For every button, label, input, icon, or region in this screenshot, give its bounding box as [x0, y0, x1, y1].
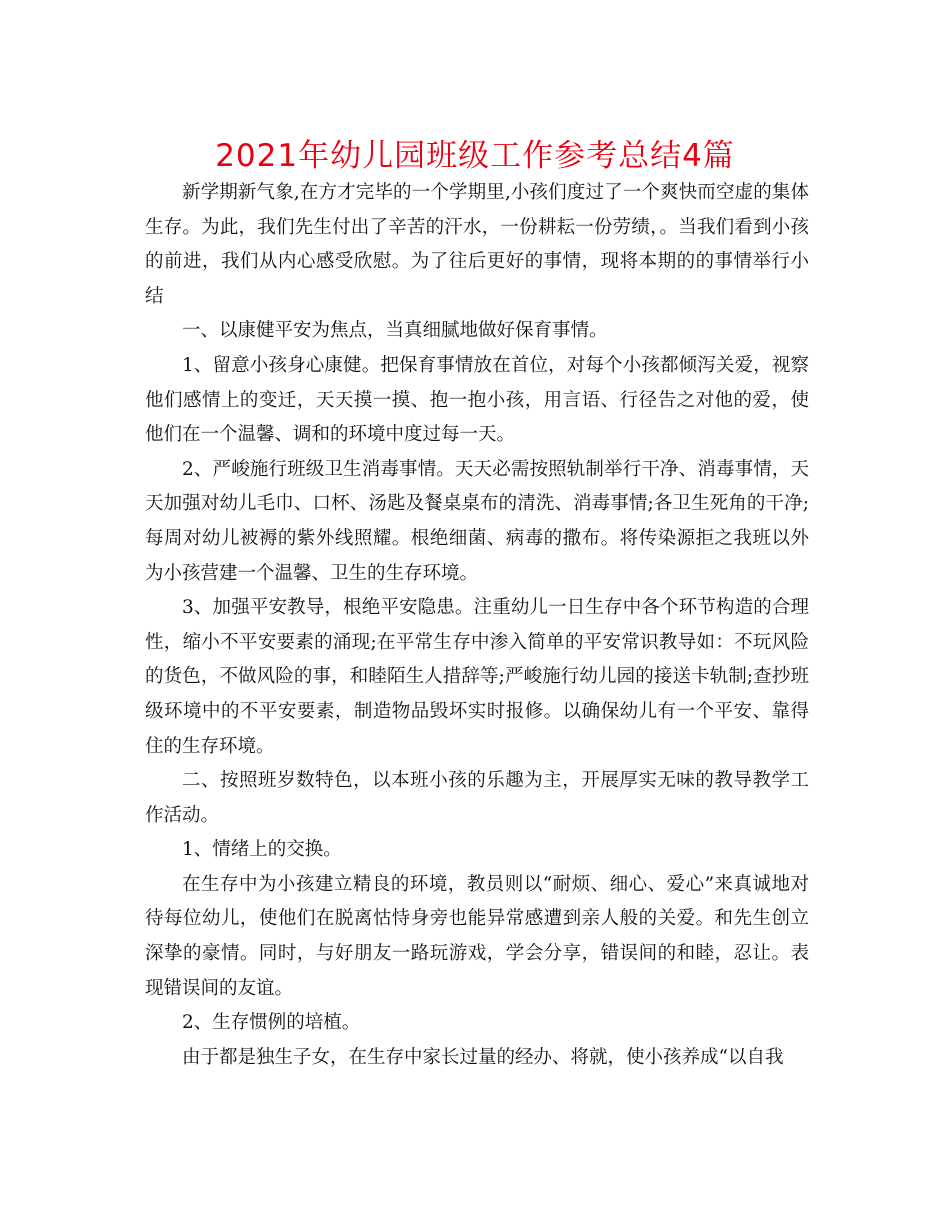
subheading-emotion: 1、情绪上的交换。 — [182, 839, 342, 861]
paragraph-emotion: 在生存中为小孩建立精良的环境，教员则以“耐烦、细心、爱心”来真诚地对待每位幼儿，使他们在脱离怙恃身旁也能异常感遭到亲人般的关爱。和先生创立深挚的豪情。同时，与好朋友一路玩游戏，学会分享，错误间的和睦，忍让。表现错误间的友谊。 — [145, 873, 809, 999]
document-body — [145, 176, 809, 1075]
paragraph-hygiene: 2、严峻施行班级卫生消毒事情。天天必需按照轨制举行干净、消毒事情，天天加强对幼儿毛巾、口杯、汤匙及餐桌桌布的清洗、消毒事情;各卫生死角的干净;每周对幼儿被褥的紫外线照耀。根绝细菌、病毒的撒布。将传染源拒之我班以外为小孩营建一个温馨、卫生的生存环境。 — [145, 458, 809, 584]
section-heading-teaching: 二、按照班岁数特色，以本班小孩的乐趣为主，开展厚实无味的教导教学工作活动。 — [145, 770, 809, 826]
subheading-habits: 2、生存惯例的培植。 — [182, 1012, 361, 1034]
paragraph-safety-education: 3、加强平安教导，根绝平安隐患。注重幼儿一日生存中各个环节构造的合理性，缩小不平安要素的涌现;在平常生存中渗入简单的平安常识教导如：不玩风险的货色，不做风险的事，和睦陌生人措辞等;严峻施行幼儿园的接送卡轨制;查抄班级环境中的不平安要素，制造物品毁坏实时报修。以确保幼儿有一个平安、靠得住的生存环境。 — [145, 597, 809, 757]
paragraph-habits: 由于都是独生子女，在生存中家长过量的经办、将就，使小孩养成“以自我 — [182, 1046, 784, 1068]
section-heading-safety: 一、以康健平安为焦点，当真细腻地做好保育事情。 — [182, 320, 608, 342]
paragraph-intro: 新学期新气象,在方才完毕的一个学期里,小孩们度过了一个爽快而空虚的集体生存。为此，我们先生付出了辛苦的汗水，一份耕耘一份劳绩，。当我们看到小孩的前进，我们从内心感受欣慰。为了往后更好的事情，现将本期的的事情举行小结 — [145, 182, 809, 307]
paragraph-health: 1、留意小孩身心康健。把保育事情放在首位，对每个小孩都倾泻关爱，视察他们感情上的变迁，天天摸一摸、抱一抱小孩，用言语、行径告之对他的爱，使他们在一个温馨、调和的环境中度过每一天。 — [145, 354, 809, 446]
document-title: 2021年幼儿园班级工作参考总结4篇 — [215, 138, 735, 174]
